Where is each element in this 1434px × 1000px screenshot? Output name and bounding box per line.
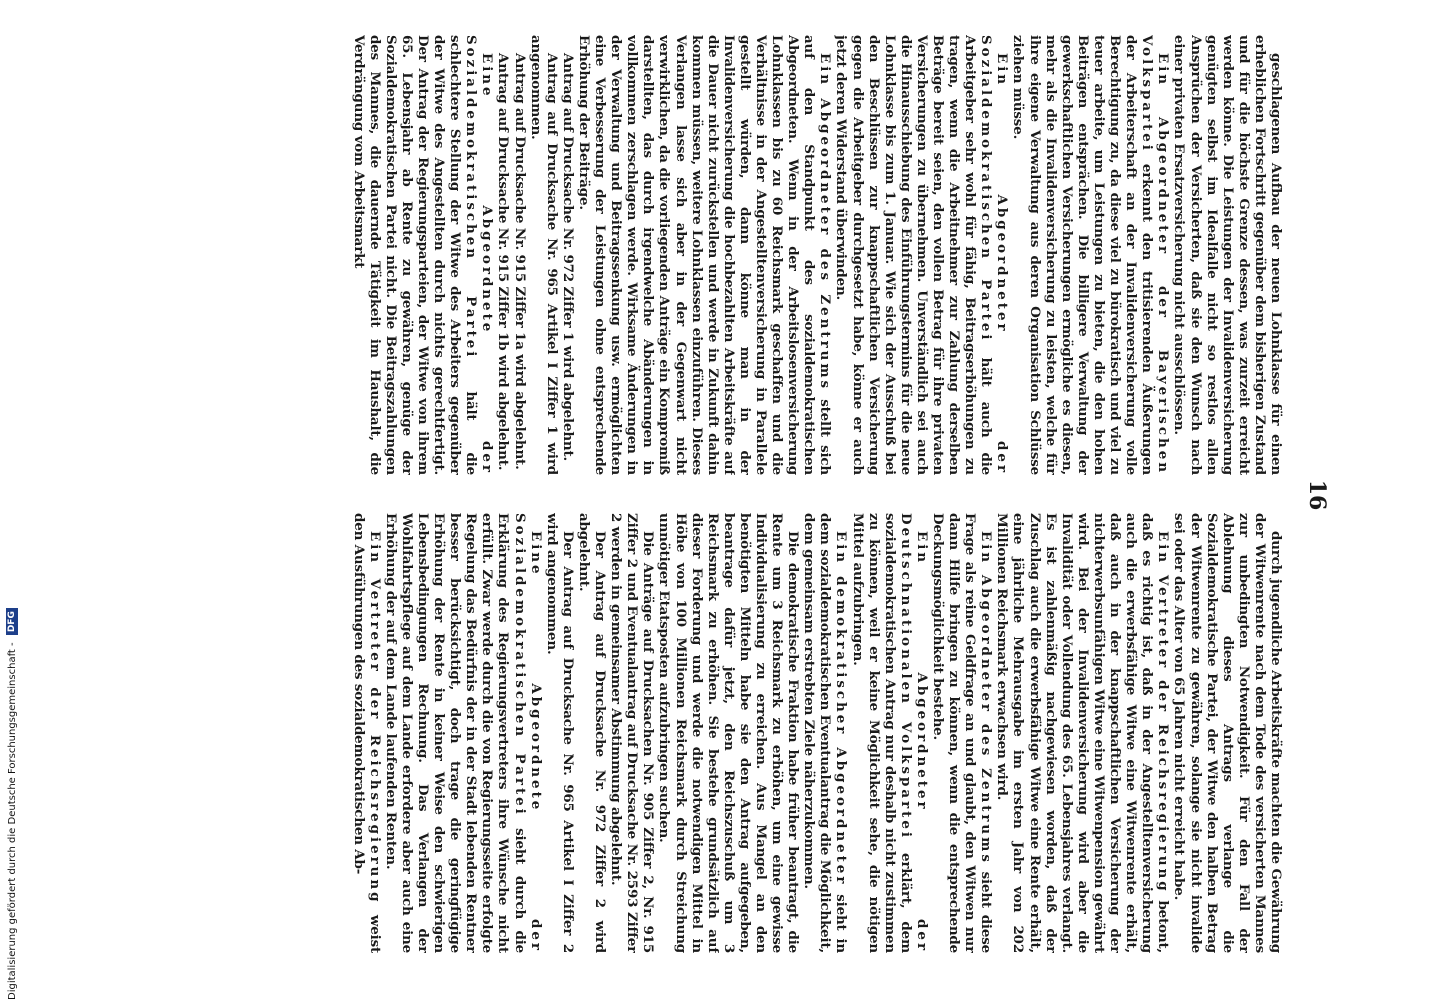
paragraph [608, 513, 656, 953]
digitization-credit-text: Digitalisierung gefördert durch die Deutsche Forschungsgemeinschaft - [7, 642, 18, 1000]
paragraph [351, 35, 496, 475]
text-column-right [104, 513, 1284, 953]
paragraph [801, 513, 849, 953]
dfg-logo: DFG [6, 608, 18, 635]
speaker-name: Ein Vertreter der Reichsregierung [1155, 531, 1172, 894]
speaker-name: Eine Abgeordnete der Sozialdemokratischen Partei [463, 35, 496, 475]
paragraph-text: Antrag auf Drucksache Nr. 915 Ziffer 1b wird abgelehnt. [495, 53, 512, 471]
speaker-name: Ein Abgeordneter der Bayerischen Volkspartei [1139, 35, 1172, 475]
paragraph-text: weist den Ausführungen des sozialdemokratischen Ab- [350, 513, 383, 953]
paragraph-text: Antrag auf Drucksache Nr. 972 Ziffer 1 wird abgelehnt. [559, 53, 576, 462]
rotated-document-page [100, 35, 1330, 955]
paragraph-text: sieht diese Frage als reine Geldfrage an und glaubt, den Witwen nur dann Hilfe bringen zu können, wenn die entsprechende Deckungsmöglichkeit bestehe. [930, 513, 995, 953]
paragraph-text: hält die schlechtere Stellung der Witwe des Arbeiters gegenüber der Witwe des Angestellten durch nichts gerechtfertigt. Der Antrag der Regierungsparteien, der Witwe von ihrem 65. Lebensjahr ab Rente zu gewähren, genüge der Sozialdemokratischen Partei nicht. Die Beitragszahlungen des Mannes, die dauernde Tätigkeit im Haushalt, die Verdrängung vom Arbeitsmarkt [350, 35, 480, 475]
paragraph [849, 513, 929, 953]
paragraph-text: erkennt den tritisierenden Äußerungen der Arbeiterschaft an der Invalidenversicherung volle Berechtigung zu, da diese viel zu bürokratisch und viel zu teuer arbeite, um Leistungen zu bieten, die den hohen Beiträgen entsprächen. Die billigere Verwaltung der gewerkschaftlichen Versicherungen ermögliche es diesen, mehr als die Invalidenversicherung zu leisten, welche für ihre eigene Verwaltung aus deren Organisation Schlüsse ziehen müsse. [1010, 35, 1156, 475]
paragraph [1010, 35, 1171, 475]
speaker-name: Ein Abgeordneter des Zentrums [817, 53, 834, 392]
digitization-credit-strip [4, 0, 22, 1000]
paragraph [576, 513, 608, 953]
paragraph-text: geschlagenen Aufbau der neuen Lohnklasse für einen erheblichen Fortschritt gegenüber dem bisherigen Zustand und für die höchste Grenze dessen, was zurzeit erreicht werden könne. Die Leistungen der Invalidenversicherung genügten selbst im Idealfalle nicht so restlos allen Ansprüchen der Versicherten, daß sie den Wunsch nach einer privaten Ersatzversicherung nicht ausschlössen. [1171, 35, 1284, 475]
paragraph-text: hält auch die Arbeitgeber sehr wohl für fähig, Beitragserhöhungen zu tragen, wenn die Arbeitnehmer zur Zahlung derselben Beträge bereit seien, den vollen Betrag für ihre privaten Versicherungen zu übernehmen. Unverständlich sei auch die Hinausschiebung des Einführungstermins für die neue Lohnklasse bis zum 1. Januar. Wie sich der Ausschuß bei den Beschlüssen zur knappschaftlichen Versicherung gegen die Arbeitgeber durchgesetzt habe, könne er auch jetzt deren Widerstand überwinden. [833, 35, 995, 475]
paragraph [833, 35, 1010, 475]
paragraph-text: Der Antrag auf Drucksache Nr. 965 Artikel I Ziffer 2 wird angenommen. [543, 513, 576, 953]
paragraph [351, 513, 383, 953]
paragraph-text: Die Anträge auf Drucksachen Nr. 905 Ziffer 2, Nr. 915 Ziffer 2 und Eventualantrag auf Drucksache Nr. 2593 Ziffer 2 werden in gemeinsamer Abstimmung abgelehnt. [608, 513, 657, 953]
speaker-name: Ein Abgeordneter der Sozialdemokratischen Partei [978, 35, 1011, 475]
paragraph-text: sieht in dem sozialdemokratischen Eventualantrag die Möglichkeit, dem gemeinsam erstrebten Ziele näherzukommen. [801, 513, 850, 953]
paragraph [656, 513, 801, 953]
paragraph-text: Antrag auf Drucksache Nr. 915 Ziffer 1a wird abgelehnt. [511, 53, 528, 470]
speaker-name: Ein Abgeordneter des Zentrums [978, 531, 995, 865]
page-number: 16 [1304, 479, 1330, 511]
paragraph-text: Der Antrag auf Drucksache Nr. 972 Ziffer 2 wird abgelehnt. [575, 513, 609, 953]
paragraph [1171, 513, 1284, 953]
paragraph [994, 513, 1171, 953]
paragraph-text: stellt sich auf den Standpunkt des sozialdemokratischen Abgeordneten. Wenn in der Arbeitslosenversicherung Lohnklassen bis zu 60 Reichsmark geschaffen und die Verhältnisse in der Angestelltenversicherung in Parallele gestellt würden, dann könne man in der Invalidenversicherung die hochbezahlten Arbeitskräfte auf die Dauer nicht zurückstellen und werde in Zukunft dahin kommen müssen, weitere Lohnklassen einzuführen. Dieses Verlangen lasse sich aber in der Gegenwart nicht verwirklichen, da die vorliegenden Anträge ein Kompromiß darstellten, das durch irgendwelche Abänderungen in vollkommen zerschlagen werde. Wirksame Änderungen in der Verwaltung und Beitragssenkung usw. ermöglichten eine Verbesserung der Leistungen ohne entsprechende Erhöhung der Beiträge. [575, 35, 834, 475]
paragraph-text: sieht durch die Erklärung des Regierungsvertreters ihre Wünsche nicht erfüllt. Zwar werde durch die von Regierungsseite erfolgte Regelung das Bedürfnis der in der Stadt lebenden Rentner besser berücksichtigt, doch trage die geringfügige Erhöhung der Rente in keiner Weise den schwierigen Lebensbedingungen Rechnung. Das Verlangen der Wohlfahrtspflege auf dem Lande erfordere aber auch eine Erhöhung der auf dem Lande laufenden Renten. [382, 513, 528, 953]
speaker-name: Ein Vertreter der Reichsregierung [366, 531, 383, 905]
paragraph [930, 513, 994, 953]
paragraph [544, 513, 576, 953]
text-column-left [104, 35, 1284, 475]
paragraph [512, 35, 528, 475]
paragraph-text: Antrag auf Drucksache Nr. 965 Artikel I Ziffer 1 wird angenommen. [527, 35, 560, 475]
paragraph [495, 35, 511, 475]
paragraph [560, 35, 576, 475]
speaker-name: Ein Abgeordneter der Deutschnationalen Volkspartei [897, 513, 930, 953]
paragraph-text: Die demokratische Fraktion habe früher beantragt, die Rente um 3 Reichsmark zu erhöhen, um eine gewisse Individualisierung zu erreichen. Aus Mangel an den benötigten Mitteln habe sie den Antrag aufgegeben, beantrage dafür jetzt, den Reichszuschuß um 3 Reichsmark zu erhöhen. Sie bestehe grundsätzlich auf dieser Forderung und werde die notwendigen Mittel in Höhe von 100 Millionen Reichsmark durch Streichung unnötiger Etatsposten aufzubringen suchen. [656, 513, 802, 953]
document-page-content [100, 35, 1330, 955]
paragraph [1171, 35, 1284, 475]
speaker-name: Eine Abgeordnete der Sozialdemokratischen Partei [511, 513, 544, 953]
speaker-name: Ein demokratischer Abgeordneter [833, 531, 850, 887]
digitization-credit [4, 400, 22, 1000]
paragraph-text: durch jugendliche Arbeitskräfte machten die Gewährung der Witwenrente nach dem Tode des versicherten Mannes zur unbedingten Notwendigkeit. Für den Fall der Ablehnung dieses Antrags verlange die Sozialdemokratische Partei, der Witwe den halben Betrag der Witwenrente zu gewähren, solange sie nicht invalide sei oder das Alter von 65 Jahren nicht erreicht habe. [1171, 513, 1284, 953]
paragraph [576, 35, 834, 475]
paragraph-text: betont, daß es richtig ist, daß in der Angestelltenversicherung auch die erwerbsfähige Witwe eine Witwenrente erhält, daß auch in der knappschaftlichen Versicherung der nichterwerbsunfähigen Witwe eine Witwenpension gewährt wird. Bei der Invalidenversicherung wird aber die Invalidität oder Vollendung des 65. Lebensjahres verlangt. Es ist zahlenmäßig nachgewiesen worden, daß der Zuschlag auch die erwerbsfähige Witwe eine Rente erhält, eine jährliche Mehrausgabe im ersten Jahr von 202 Millionen Reichsmark erwachsen wird. [994, 513, 1172, 953]
paragraph [528, 35, 560, 475]
paragraph [383, 513, 544, 953]
paragraph-text: erklärt, dem sozialdemokratischen Antrag nur deshalb nicht zustimmen zu können, weil er keine Möglichkeit sehe, die nötigen Mittel aufzubringen. [849, 513, 914, 953]
